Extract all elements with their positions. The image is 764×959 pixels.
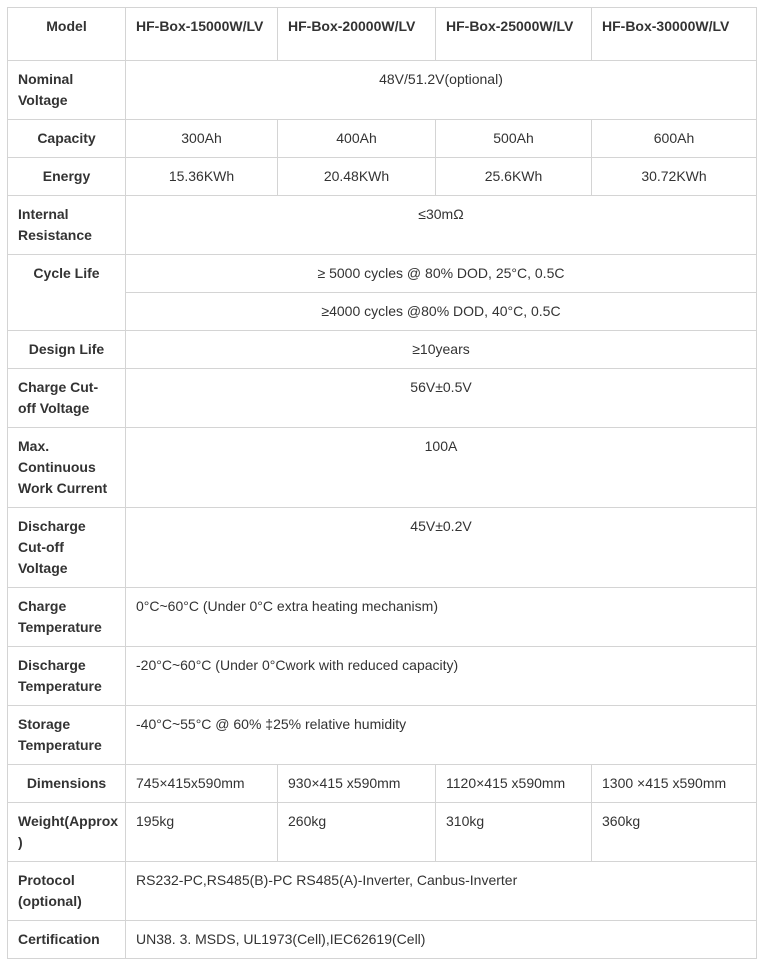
row-value: UN38. 3. MSDS, UL1973(Cell),IEC62619(Cell) — [126, 921, 757, 959]
cell-value: 500Ah — [436, 120, 592, 158]
table-row-internal-resistance — [8, 196, 757, 255]
row-label: Energy — [8, 158, 126, 196]
row-label: Storage Temperature — [8, 706, 126, 765]
row-value: ≥4000 cycles @80% DOD, 40°C, 0.5C — [126, 293, 757, 331]
cell-value: 360kg — [592, 803, 757, 862]
cell-value: 400Ah — [278, 120, 436, 158]
cell-value: 1120×415 x590mm — [436, 765, 592, 803]
table-row-capacity — [8, 120, 757, 158]
row-value: 0°C~60°C (Under 0°C extra heating mechanism) — [126, 588, 757, 647]
row-label: Max. Continuous Work Current — [8, 428, 126, 508]
row-value: -40°C~55°C @ 60% ‡25% relative humidity — [126, 706, 757, 765]
table-row-certification — [8, 921, 757, 959]
model-name: HF-Box-25000W/LV — [436, 8, 592, 61]
row-value: -20°C~60°C (Under 0°Cwork with reduced capacity) — [126, 647, 757, 706]
row-label: Protocol (optional) — [8, 862, 126, 921]
table-row-charge-temperature — [8, 588, 757, 647]
row-value: RS232-PC,RS485(B)-PC RS485(A)-Inverter, Canbus-Inverter — [126, 862, 757, 921]
row-label: Weight(Approx ) — [8, 803, 126, 862]
row-label: Design Life — [8, 331, 126, 369]
row-label: Certification — [8, 921, 126, 959]
table-row-weight — [8, 803, 757, 862]
cell-value: 600Ah — [592, 120, 757, 158]
row-value: ≥ 5000 cycles @ 80% DOD, 25°C, 0.5C — [126, 255, 757, 293]
table-row-nominal-voltage — [8, 61, 757, 120]
row-value: 45V±0.2V — [126, 508, 757, 588]
cell-value: 930×415 x590mm — [278, 765, 436, 803]
spec-table — [7, 7, 757, 959]
row-label: Capacity — [8, 120, 126, 158]
table-row-storage-temperature — [8, 706, 757, 765]
row-value: 100A — [126, 428, 757, 508]
row-value: 48V/51.2V(optional) — [126, 61, 757, 120]
row-label: Discharge Cut-off Voltage — [8, 508, 126, 588]
table-row-design-life — [8, 331, 757, 369]
row-label: Charge Cut-off Voltage — [8, 369, 126, 428]
model-name: HF-Box-30000W/LV — [592, 8, 757, 61]
cell-value: 15.36KWh — [126, 158, 278, 196]
cell-value: 195kg — [126, 803, 278, 862]
table-row-max-current — [8, 428, 757, 508]
table-row-discharge-cutoff — [8, 508, 757, 588]
row-label: Internal Resistance — [8, 196, 126, 255]
row-label: Cycle Life — [8, 255, 126, 331]
row-label: Nominal Voltage — [8, 61, 126, 120]
header-label: Model — [8, 8, 126, 61]
row-value: 56V±0.5V — [126, 369, 757, 428]
cell-value: 20.48KWh — [278, 158, 436, 196]
cell-value: 25.6KWh — [436, 158, 592, 196]
model-name: HF-Box-20000W/LV — [278, 8, 436, 61]
row-label: Dimensions — [8, 765, 126, 803]
table-row-cycle-life — [8, 255, 757, 293]
cell-value: 1300 ×415 x590mm — [592, 765, 757, 803]
cell-value: 300Ah — [126, 120, 278, 158]
table-row-protocol — [8, 862, 757, 921]
cell-value: 30.72KWh — [592, 158, 757, 196]
row-label: Charge Temperature — [8, 588, 126, 647]
cell-value: 310kg — [436, 803, 592, 862]
cell-value: 745×415x590mm — [126, 765, 278, 803]
table-row-dimensions — [8, 765, 757, 803]
row-value: ≥10years — [126, 331, 757, 369]
row-value: ≤30mΩ — [126, 196, 757, 255]
table-row-energy — [8, 158, 757, 196]
table-row-charge-cutoff — [8, 369, 757, 428]
row-label: Discharge Temperature — [8, 647, 126, 706]
table-row-discharge-temperature — [8, 647, 757, 706]
table-row-model — [8, 8, 757, 61]
model-name: HF-Box-15000W/LV — [126, 8, 278, 61]
cell-value: 260kg — [278, 803, 436, 862]
